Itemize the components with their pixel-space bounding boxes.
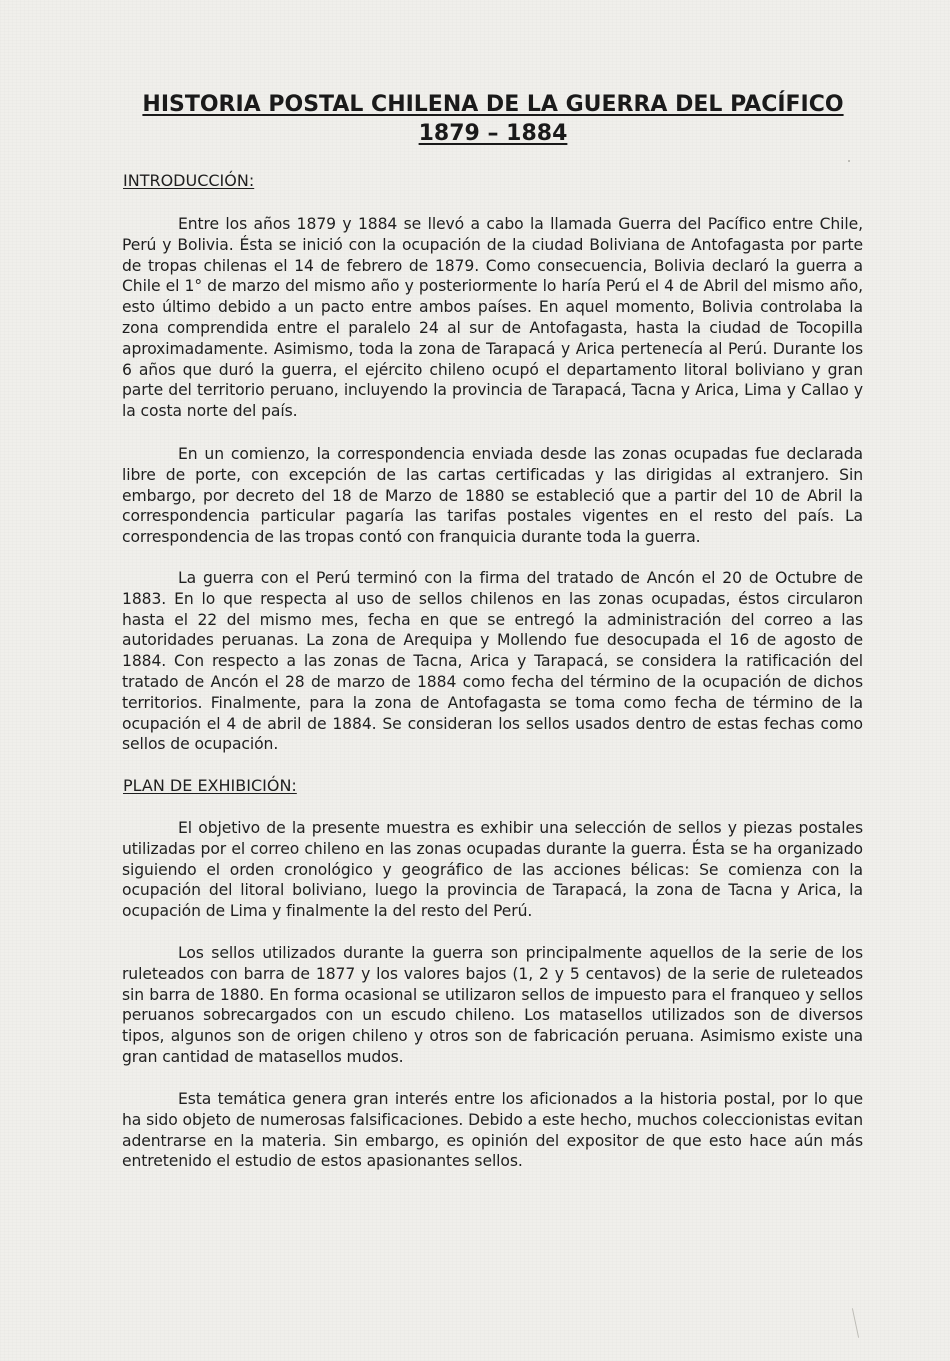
section-heading-introduccion: INTRODUCCIÓN: xyxy=(123,171,255,190)
paragraph-plan-2: Los sellos utilizados durante la guerra son principalmente aquellos de la serie de los ruleteados con barra de 1877 y los valores bajos (1, 2 y 5 centavos) de la serie de ruleteados sin barra de 1880. En forma ocasional se utilizaron sellos de impuesto para el franqueo y sellos peruanos sobrecargados con un escudo chileno. Los matasellos utilizados son de diversos tipos, algunos son de origen chileno y otros son de fabricación peruana. Asimismo existe una gran cantidad de matasellos mudos. xyxy=(122,944,863,1066)
paragraph-intro-2: En un comienzo, la correspondencia enviada desde las zonas ocupadas fue declarada libre de porte, con excepción de las cartas certificadas y las dirigidas al extranjero. Sin embargo, por decreto del 18 de Marzo de 1880 se estableció que a partir del 10 de Abril la correspondencia particular pagaría las tarifas postales vigentes en el resto del país. La correspondencia de las tropas contó con franquicia durante toda la guerra. xyxy=(122,445,863,547)
document-title: HISTORIA POSTAL CHILENA DE LA GUERRA DEL PACÍFICO xyxy=(142,92,844,117)
document-title-years: 1879 – 1884 xyxy=(418,121,568,146)
paragraph-intro-1: Entre los años 1879 y 1884 se llevó a cabo la llamada Guerra del Pacífico entre Chile, Perú y Bolivia. Ésta se inició con la ocupación de la ciudad Boliviana de Antofagasta por parte de tropas chilenas el 14 de febrero de 1879. Como consecuencia, Bolivia declaró la guerra a Chile el 1° de marzo del mismo año y posteriormente lo haría Perú el 4 de Abril del mismo año, esto último debido a un pacto entre ambos países. En aquel momento, Bolivia controlaba la zona comprendida entre el paralelo 24 al sur de Antofagasta, hasta la ciudad de Tocopilla aproximadamente. Asimismo, toda la zona de Tarapacá y Arica pertenecía al Perú. Durante los 6 años que duró la guerra, el ejército chileno ocupó el departamento litoral boliviano y gran parte del territorio peruano, incluyendo la provincia de Tarapacá, Tacna y Arica, Lima y Callao y la costa norte del país. xyxy=(122,215,863,421)
section-heading-plan: PLAN DE EXHIBICIÓN: xyxy=(123,776,297,795)
paper-speck xyxy=(848,160,850,162)
paragraph-intro-3: La guerra con el Perú terminó con la firma del tratado de Ancón el 20 de Octubre de 1883. En lo que respecta al uso de sellos chilenos en las zonas ocupadas, éstos circularon hasta el 22 del mismo mes, fecha en que se entregó la administración del correo a las autoridades peruanas. La zona de Arequipa y Mollendo fue desocupada el 16 de agosto de 1884. Con respecto a las zonas de Tacna, Arica y Tarapacá, se considera la ratificación del tratado de Ancón el 28 de marzo de 1884 como fecha del término de la ocupación de dichos territorios. Finalmente, para la zona de Antofagasta se toma como fecha de término de la ocupación el 4 de abril de 1884. Se consideran los sellos usados dentro de estas fechas como sellos de ocupación. xyxy=(122,569,863,754)
paragraph-plan-1: El objetivo de la presente muestra es exhibir una selección de sellos y piezas postales utilizadas por el correo chileno en las zonas ocupadas durante la guerra. Ésta se ha organizado siguiendo el orden cronológico y geográfico de las acciones bélicas: Se comienza con la ocupación del litoral boliviano, luego la provincia de Tarapacá, la zona de Tacna y Arica, la ocupación de Lima y finalmente la del resto del Perú. xyxy=(122,819,863,921)
paper-scratch xyxy=(852,1308,859,1338)
paragraph-plan-3: Esta temática genera gran interés entre los aficionados a la historia postal, por lo que ha sido objeto de numerosas falsificaciones. Debido a este hecho, muchos coleccionistas evitan adentrarse en la materia. Sin embargo, es opinión del expositor de que esto hace aún más entretenido el estudio de estos apasionantes sellos. xyxy=(122,1090,863,1171)
